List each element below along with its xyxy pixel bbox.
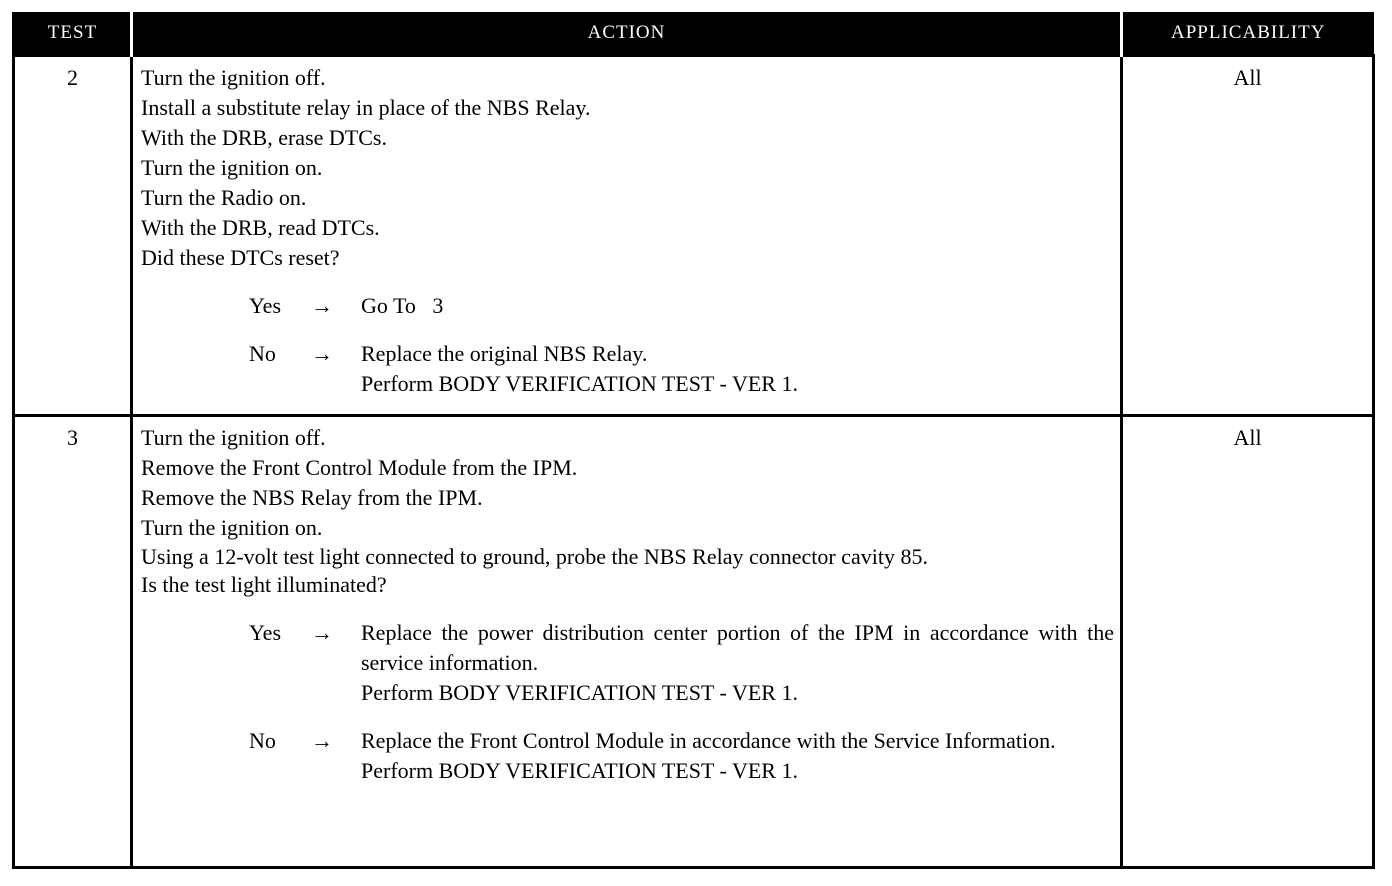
header-row <box>14 12 1374 56</box>
action-step: Turn the ignition off. <box>141 425 326 450</box>
header-action: ACTION <box>132 12 1122 56</box>
table-row <box>14 56 1374 416</box>
action-step: With the DRB, read DTCs. <box>141 215 380 240</box>
action-step: Turn the ignition on. <box>141 515 323 540</box>
action-step: Install a substitute relay in place of the NBS Relay. <box>141 95 591 120</box>
action-step: Remove the NBS Relay from the IPM. <box>141 485 483 510</box>
right-arrow-icon: → <box>311 293 333 318</box>
yes-label: Yes <box>249 293 282 318</box>
yes-result: Go To 3 <box>361 293 444 318</box>
action-step: Turn the ignition off. <box>141 65 326 90</box>
yes-branch <box>141 291 1114 321</box>
action-question: Is the test light illuminated? <box>141 572 387 597</box>
no-result: Replace the Front Control Module in accordance with the Service Information. Perform BODY VERIFICATION TEST - VER 1. <box>361 728 1056 783</box>
action-question: Did these DTCs reset? <box>141 245 340 270</box>
no-result: Replace the original NBS Relay. Perform BODY VERIFICATION TEST - VER 1. <box>361 341 798 396</box>
action-step: With the DRB, erase DTCs. <box>141 125 387 150</box>
no-branch <box>141 339 1114 399</box>
action-step: Turn the ignition on. <box>141 155 323 180</box>
test-number: 3 <box>14 416 132 868</box>
right-arrow-icon: → <box>311 728 333 753</box>
action-step: Remove the Front Control Module from the IPM. <box>141 455 578 480</box>
action-cell <box>132 416 1122 868</box>
header-test: TEST <box>14 12 132 56</box>
applicability-value: All <box>1122 56 1374 416</box>
diagnostic-test-table <box>12 12 1375 869</box>
yes-label: Yes <box>249 620 282 645</box>
diagnostic-test-table-page <box>12 12 1372 868</box>
header-applicability: APPLICABILITY <box>1122 12 1374 56</box>
yes-branch <box>141 618 1114 708</box>
no-branch <box>141 726 1114 786</box>
table-row <box>14 416 1374 868</box>
action-step: Turn the Radio on. <box>141 185 307 210</box>
applicability-value: All <box>1122 416 1374 868</box>
right-arrow-icon: → <box>311 620 333 645</box>
right-arrow-icon: → <box>311 341 333 366</box>
action-step: Using a 12-volt test light connected to ground, probe the NBS Relay connector cavity 85. <box>141 544 928 569</box>
yes-result: Replace the power distribution center portion of the IPM in accordance with the service information. Perform BODY VERIFICATION TEST - VER 1. <box>361 620 1114 705</box>
test-number: 2 <box>14 56 132 416</box>
no-label: No <box>249 728 276 753</box>
action-cell <box>132 56 1122 416</box>
no-label: No <box>249 341 276 366</box>
